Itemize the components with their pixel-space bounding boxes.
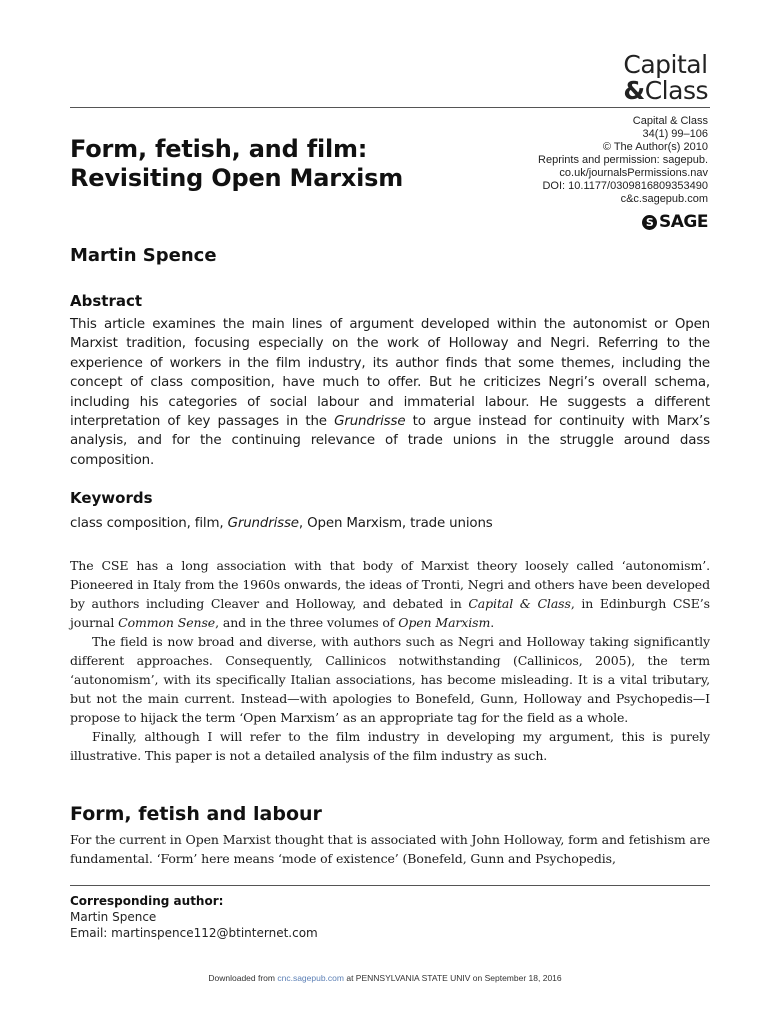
- corresponding-author-label: Corresponding author:: [70, 894, 224, 908]
- sage-logo: [642, 212, 708, 232]
- meta-copyright: © The Author(s) 2010: [602, 141, 708, 153]
- footnote-divider: [70, 885, 710, 886]
- meta-site: c&c.sagepub.com: [620, 193, 708, 205]
- download-notice: Downloaded from cnc.sagepub.com at PENNSYLVANIA STATE UNIV on September 18, 2016: [208, 973, 562, 983]
- journal-logo: [623, 52, 708, 104]
- journal-logo-line2: Class: [644, 76, 708, 105]
- abstract-heading: Abstract: [70, 292, 143, 310]
- meta-volume: 34(1) 99–106: [642, 128, 708, 140]
- journal-logo-line1: Capital: [623, 50, 708, 79]
- paragraph-2: The field is now broad and diverse, with authors such as Negri and Holloway taking significantly different approaches. Consequently, Callinicos notwithstanding (Callinicos, 2005), the term ‘autonomism’, with its specifically Italian associations, has become misleading. It is a vital tributary, but not the main current. Instead—with apologies to Bonefeld, Gunn, Holloway and Psychopedis—I propose to hijack the term ‘Open Marxism’ as an appropriate tag for the field as a whole.: [70, 634, 710, 725]
- corresponding-author-email: Email: martinspence112@btinternet.com: [70, 926, 318, 940]
- header-divider: [70, 107, 710, 108]
- section-text: For the current in Open Marxist thought that is associated with John Holloway, form and fetishism are fundamental. ‘Form’ here means ‘mode of existence’ (Bonefeld, Gunn and Psychopedis,: [70, 832, 710, 866]
- corresponding-author-name: Martin Spence: [70, 910, 157, 924]
- journal-logo-ampersand: &: [623, 76, 645, 105]
- paragraph-1: The CSE has a long association with that body of Marxist theory loosely called ‘autonomism’. Pioneered in Italy from the 1960s onwards, the ideas of Tronti, Negri and others have been developed by authors including Cleaver and Holloway, and debated in Capital & Class, in Edinburgh CSE’s journal Common Sense, and in the three volumes of Open Marxism.: [70, 558, 710, 630]
- section-heading: Form, fetish and labour: [70, 803, 322, 825]
- meta-reprints-1: Reprints and permission: sagepub.: [538, 154, 708, 166]
- meta-reprints-2: co.uk/journalsPermissions.nav: [559, 167, 708, 179]
- abstract-text: This article examines the main lines of argument developed within the autonomist or Open Marxist tradition, focusing especially on the work of Holloway and Negri. Referring to the experience of workers in the film industry, its author finds that some themes, including the concept of class composition, have much to offer. But he criticizes Negri’s overall schema, including his categories of social labour and immaterial labour. He suggests a different interpretation of key passages in the Grundrisse to argue instead for continuity with Marx’s analysis, and for the continuing relevance of trade unions in the struggle around dass composition.: [70, 317, 710, 468]
- introduction-text: [70, 556, 710, 765]
- sage-mark-icon: S: [642, 215, 657, 230]
- title-line-2: Revisiting Open Marxism: [70, 164, 404, 192]
- author-name: Martin Spence: [70, 245, 217, 266]
- meta-journal-name: Capital & Class: [632, 115, 708, 127]
- publication-metadata: [538, 115, 708, 206]
- download-link[interactable]: cnc.sagepub.com: [277, 973, 344, 983]
- meta-doi: DOI: 10.1177/0309816809353490: [542, 180, 708, 192]
- keywords-text: class composition, film, Grundrisse, Open Marxism, trade unions: [70, 516, 493, 531]
- paragraph-3: Finally, although I will refer to the film industry in developing my argument, this is purely illustrative. This paper is not a detailed analysis of the film industry as such.: [70, 729, 710, 763]
- article-title: [70, 135, 470, 193]
- title-line-1: Form, fetish, and film:: [70, 135, 368, 163]
- keywords-heading: Keywords: [70, 489, 153, 507]
- sage-name: SAGE: [659, 212, 708, 232]
